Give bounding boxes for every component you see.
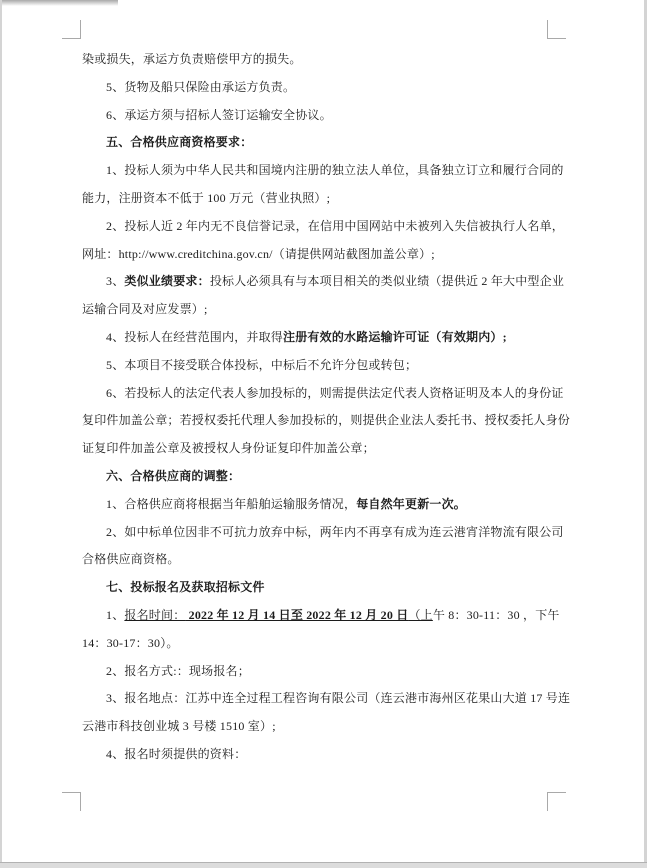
text-segment: 14：30-17：30）。 bbox=[82, 635, 179, 650]
text-line bbox=[82, 185, 548, 213]
text-segment: 1、 bbox=[106, 607, 125, 622]
text-line bbox=[82, 574, 548, 602]
top-left-shadow bbox=[0, 0, 118, 6]
text-segment: 2、投标人近 2 年内无不良信誉记录，在信用中国网站中未被列入失信被执行人名单， bbox=[106, 218, 565, 233]
margin-crop-mark-bottom-left bbox=[62, 792, 81, 811]
text-segment: 5、货物及船只保险由承运方负责。 bbox=[106, 79, 296, 94]
text-line bbox=[82, 268, 565, 296]
text-segment: 午 8：30-11：30 ，下午 bbox=[432, 607, 560, 622]
text-segment: 1、投标人须为中华人民共和国境内注册的独立法人单位，具备独立订立和履行合同的 bbox=[106, 163, 564, 178]
text-segment: 网址：http://www.creditchina.gov.cn/（请提供网站截图加盖公章）; bbox=[82, 246, 435, 261]
text-segment: 复印件加盖公章；若授权委托代理人参加投标的，则提供企业法人委托书、授权委托人身份 bbox=[82, 413, 571, 428]
app-background-edge-bottom bbox=[0, 862, 647, 868]
text-segment: 合格供应商资格。 bbox=[82, 552, 180, 567]
text-line bbox=[82, 685, 571, 713]
text-segment: 6、若投标人的法定代表人参加投标的，则需提供法定代表人资格证明及本人的身份证 bbox=[106, 385, 564, 400]
text-segment: 2022 年 12 月 14 日至 2022 年 12 月 20 日 bbox=[185, 607, 409, 622]
document-body bbox=[82, 46, 571, 769]
margin-crop-mark-top-left bbox=[62, 20, 81, 39]
text-segment: 投标人必须具有与本项目相关的类似业绩（提供近 2 年大中型企业 bbox=[209, 274, 565, 289]
text-segment: 证复印件加盖公章及被授权人身份证复印件加盖公章； bbox=[82, 441, 375, 456]
text-segment: 4、报名时须提供的资料： bbox=[106, 746, 247, 761]
text-segment: 3、报名地点：江苏中连全过程工程咨询有限公司（连云港市海州区花果山大道 17 号连 bbox=[106, 691, 571, 706]
text-segment: 1、合格供应商将根据当年船舶运输服务情况， bbox=[106, 496, 357, 511]
text-segment: 5、本项目不接受联合体投标，中标后不允许分包或转包； bbox=[106, 357, 418, 372]
text-segment: （上 bbox=[408, 607, 433, 622]
text-line bbox=[82, 241, 548, 269]
text-line bbox=[82, 546, 548, 574]
text-line bbox=[82, 380, 564, 408]
text-line bbox=[82, 46, 548, 74]
text-segment: 类似业绩要求： bbox=[124, 274, 210, 289]
text-line bbox=[82, 407, 571, 435]
text-line bbox=[82, 713, 548, 741]
text-segment: 五、合格供应商资格要求： bbox=[106, 135, 253, 150]
text-line bbox=[82, 741, 548, 769]
text-segment: 染或损失，承运方负责赔偿甲方的损失。 bbox=[82, 52, 302, 66]
text-line bbox=[82, 74, 548, 102]
text-line bbox=[82, 658, 548, 686]
text-segment: 云港市科技创业城 3 号楼 1510 室）; bbox=[82, 719, 276, 734]
text-segment: 2、报名方式:：现场报名； bbox=[106, 663, 250, 678]
text-segment: 六、合格供应商的调整： bbox=[106, 468, 241, 483]
text-line bbox=[82, 352, 548, 380]
margin-crop-mark-bottom-right bbox=[547, 792, 566, 811]
text-line bbox=[82, 102, 548, 130]
margin-crop-mark-top-right bbox=[547, 20, 566, 39]
text-line bbox=[82, 519, 564, 547]
text-segment: 运输合同及对应发票）; bbox=[82, 302, 208, 317]
text-segment: 七、投标报名及获取招标文件 bbox=[106, 580, 265, 595]
text-segment: 注册有效的水路运输许可证（有效期内）; bbox=[283, 329, 507, 344]
text-segment: 能力，注册资本不低于 100 万元（营业执照）; bbox=[82, 190, 331, 205]
text-line bbox=[82, 157, 564, 185]
app-background-edge-left bbox=[0, 0, 2, 868]
text-line bbox=[82, 213, 565, 241]
text-segment: 4、投标人在经营范围内，并取得 bbox=[106, 329, 284, 344]
text-line bbox=[82, 491, 548, 519]
text-segment: 3、 bbox=[106, 274, 125, 289]
text-segment: 6、承运方须与招标人签订运输安全协议。 bbox=[106, 107, 332, 122]
text-line bbox=[82, 129, 548, 157]
text-line bbox=[82, 296, 548, 324]
text-line bbox=[82, 463, 548, 491]
text-line bbox=[82, 324, 548, 352]
text-line bbox=[82, 602, 560, 630]
text-line bbox=[82, 630, 548, 658]
text-segment: 2、如中标单位因非不可抗力放弃中标，两年内不再享有成为连云港宵洋物流有限公司 bbox=[106, 524, 564, 539]
text-segment: 报名时间： bbox=[124, 607, 186, 622]
text-segment: 每自然年更新一次。 bbox=[356, 496, 467, 511]
text-line bbox=[82, 435, 548, 463]
